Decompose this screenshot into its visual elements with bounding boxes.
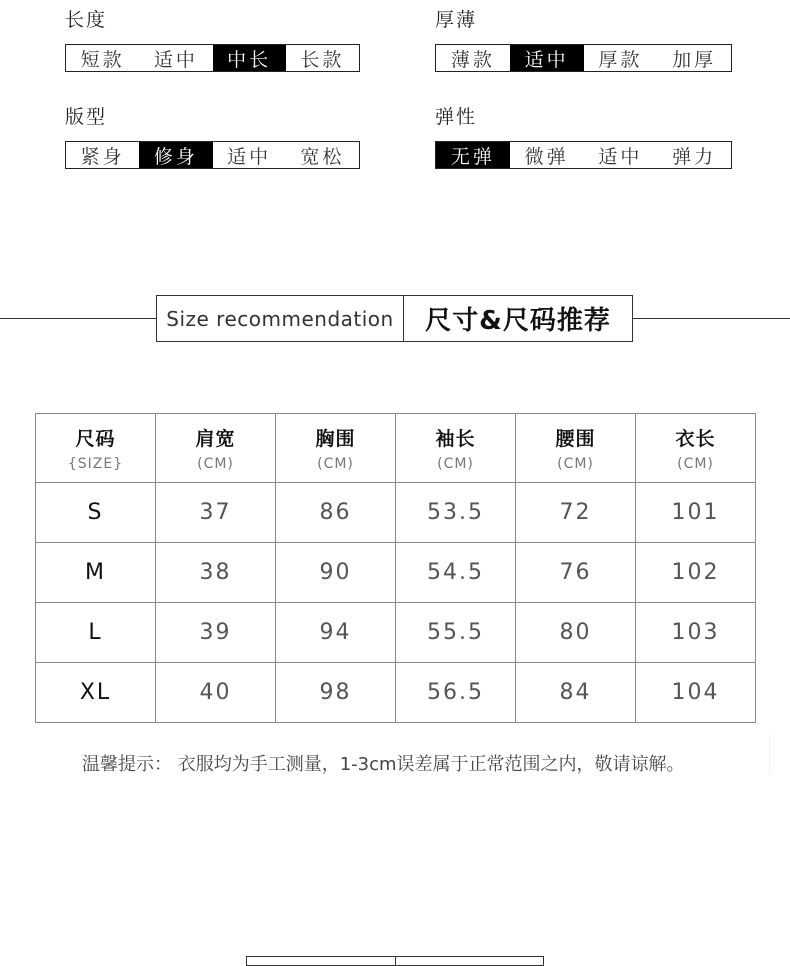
- header-left-part: [247, 957, 396, 965]
- size-cell: L: [36, 603, 156, 663]
- table-cell: 40: [156, 663, 276, 723]
- attr-group-elasticity: [435, 105, 732, 169]
- option: 紧身: [80, 145, 125, 168]
- option: 加厚: [672, 48, 717, 71]
- table-row: [36, 603, 756, 663]
- header-cell: [276, 414, 396, 483]
- option-row: [65, 44, 360, 72]
- table-cell: 39: [156, 603, 276, 663]
- divider-left: [0, 318, 156, 319]
- section-title-zh: 尺寸&尺码推荐: [425, 306, 611, 336]
- header-cell: [516, 414, 636, 483]
- header-label: 腰围: [555, 428, 596, 450]
- option: 适中: [227, 145, 272, 168]
- header-label: 尺码: [75, 428, 116, 450]
- table-cell: 76: [516, 543, 636, 603]
- table-cell: 102: [636, 543, 756, 603]
- option-selected: 适中: [510, 45, 584, 71]
- table-cell: 56.5: [396, 663, 516, 723]
- attr-title: 长度: [65, 9, 108, 31]
- attr-title: 版型: [65, 106, 108, 128]
- table-cell: 53.5: [396, 483, 516, 543]
- attr-group-thickness: [435, 8, 732, 72]
- header-unit: {SIZE}: [67, 456, 124, 472]
- section-title-en: Size recommendation: [157, 296, 404, 341]
- table-row: [36, 483, 756, 543]
- attr-group-length: [65, 8, 360, 72]
- table-cell: 98: [276, 663, 396, 723]
- header-unit: (CM): [677, 456, 714, 472]
- table-cell: 38: [156, 543, 276, 603]
- header-right-part: [396, 957, 544, 965]
- measurement-note: 温馨提示： 衣服均为手工测量，1-3cm误差属于正常范围之内，敬请谅解。: [82, 754, 685, 775]
- size-cell: S: [36, 483, 156, 543]
- table-cell: 84: [516, 663, 636, 723]
- table-cell: 90: [276, 543, 396, 603]
- divider-right: [633, 318, 790, 319]
- option-selected: 无弹: [436, 142, 510, 168]
- option-row: [435, 44, 732, 72]
- table-cell: 86: [276, 483, 396, 543]
- header-cell: [36, 414, 156, 483]
- table-cell: 72: [516, 483, 636, 543]
- header-label: 袖长: [435, 428, 476, 450]
- option: 薄款: [450, 48, 495, 71]
- header-cell: [396, 414, 516, 483]
- attr-group-fit: [65, 105, 360, 169]
- table-cell: 37: [156, 483, 276, 543]
- option-row: [435, 141, 732, 169]
- next-section-header: [246, 956, 544, 966]
- size-table: [35, 413, 756, 723]
- size-cell: M: [36, 543, 156, 603]
- option-row: [65, 141, 360, 169]
- attr-title: 弹性: [435, 106, 478, 128]
- table-cell: 55.5: [396, 603, 516, 663]
- table-cell: 101: [636, 483, 756, 543]
- header-label: 肩宽: [195, 428, 236, 450]
- header-unit: (CM): [197, 456, 234, 472]
- option: 短款: [80, 48, 125, 71]
- option: 弹力: [672, 145, 717, 168]
- option: 适中: [153, 48, 198, 71]
- section-header: [156, 295, 633, 342]
- table-cell: 103: [636, 603, 756, 663]
- option: 微弹: [524, 145, 569, 168]
- option-selected: 修身: [139, 142, 212, 168]
- size-cell: XL: [36, 663, 156, 723]
- table-cell: 80: [516, 603, 636, 663]
- header-cell: [636, 414, 756, 483]
- header-cell: [156, 414, 276, 483]
- header-label: 胸围: [315, 428, 356, 450]
- table-cell: 54.5: [396, 543, 516, 603]
- table-row: [36, 663, 756, 723]
- option-selected: 中长: [213, 45, 286, 71]
- option: 宽松: [300, 145, 345, 168]
- header-unit: (CM): [557, 456, 594, 472]
- header-label: 衣长: [675, 428, 716, 450]
- attr-title: 厚薄: [435, 9, 478, 31]
- table-row: [36, 543, 756, 603]
- header-unit: (CM): [317, 456, 354, 472]
- table-cell: 104: [636, 663, 756, 723]
- option: 长款: [300, 48, 345, 71]
- table-header-row: [36, 414, 756, 483]
- header-unit: (CM): [437, 456, 474, 472]
- option: 厚款: [598, 48, 643, 71]
- option: 适中: [598, 145, 643, 168]
- table-cell: 94: [276, 603, 396, 663]
- edge-divider: [769, 734, 770, 774]
